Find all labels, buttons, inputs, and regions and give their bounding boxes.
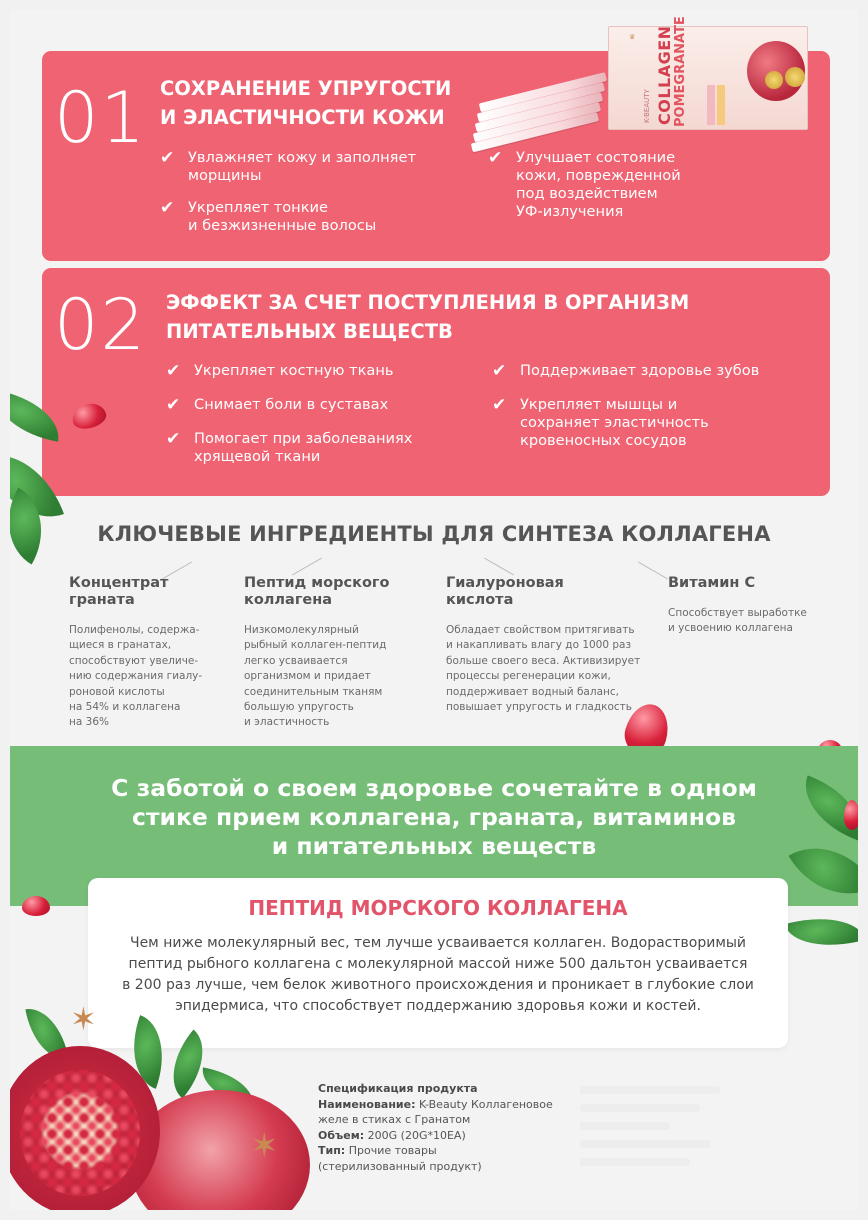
ingredient-description: Способствует выработке и усвоению коллагена [668, 607, 807, 635]
seal-icon [765, 71, 783, 89]
ingredient-description: Полифенолы, содержа- щиеся в гранатах, способствуют увеличе- нию содержания гиалу- роновой кислоты на 54% и коллагена на 36% [69, 624, 203, 729]
check-icon: ✔ [488, 148, 503, 168]
bullet-item: ✔ Улучшает состояние кожи, поврежденной под воздействием УФ-излучения [488, 148, 681, 220]
seal-icon [785, 67, 805, 87]
card-number: 02 [54, 284, 148, 366]
check-icon: ✔ [160, 198, 175, 218]
ingredients-title: КЛЮЧЕВЫЕ ИНГРЕДИЕНТЫ ДЛЯ СИНТЕЗА КОЛЛАГЕНА [97, 522, 771, 546]
bullet-item: ✔ Помогает при заболеваниях хрящевой ткани [166, 429, 413, 465]
bullet-item: ✔ Снимает боли в суставах [166, 395, 389, 415]
collagen-sticks-image [472, 62, 612, 132]
check-icon: ✔ [492, 361, 507, 381]
check-icon: ✔ [492, 395, 507, 415]
pomegranate-seed [844, 800, 858, 830]
ingredient-marine-collagen [244, 575, 389, 731]
spec-label: Наименование: [318, 1097, 416, 1111]
product-line-2: COLLAGEN [655, 25, 674, 125]
faded-text-block [580, 1076, 740, 1186]
peptide-info-card [88, 878, 788, 1048]
ingredient-name: Витамин С [668, 575, 756, 591]
spec-label: Тип: [318, 1144, 346, 1158]
leaf-decoration [785, 905, 858, 959]
pomegranate-crown-icon: ✶ [70, 1000, 97, 1038]
ingredient-description: Обладает свойством притягивать и накапливать влагу до 1000 раз больше своего веса. Активизирует процессы регенерации кожи, поддерживает водный баланс, повышает упругость и гладкость [446, 624, 641, 714]
card-title: СОХРАНЕНИЕ УПРУГОСТИ И ЭЛАСТИЧНОСТИ КОЖИ [160, 77, 452, 129]
connector-line [292, 558, 322, 576]
product-crown-logo: ♛ [629, 33, 637, 41]
check-icon: ✔ [166, 395, 181, 415]
bullet-item: ✔ Увлажняет кожу и заполняет морщины [160, 148, 416, 184]
spec-label: Объем: [318, 1128, 365, 1142]
product-line-1: K-BEAUTY [643, 89, 651, 123]
pomegranate-seeds-texture [20, 1070, 140, 1196]
card-number: 01 [54, 77, 148, 159]
bullet-list-right [492, 362, 759, 466]
connector-line [638, 562, 668, 580]
connector-line [484, 558, 514, 576]
bullet-item: ✔ Укрепляет мышцы и сохраняет эластичность кровеносных сосудов [492, 395, 709, 449]
check-icon: ✔ [160, 148, 175, 168]
card-title: ЭФФЕКТ ЗА СЧЕТ ПОСТУПЛЕНИЯ В ОРГАНИЗМ ПИТАТЕЛЬНЫХ ВЕЩЕСТВ [166, 291, 690, 343]
product-line-3: POMEGRANATE [673, 16, 688, 127]
benefit-card-2 [42, 268, 830, 496]
spec-value: (стерилизованный продукт) [318, 1159, 482, 1173]
product-box-image [608, 16, 808, 130]
pomegranate-crown-icon: ✶ [250, 1126, 279, 1166]
check-icon: ✔ [166, 429, 181, 449]
pomegranate-seed [22, 896, 50, 916]
bullet-list-left [160, 149, 416, 249]
spec-value: Прочие товары [345, 1144, 437, 1158]
spec-value: желе в стиках с Гранатом [318, 1113, 471, 1127]
product-specification [318, 1081, 553, 1175]
ingredient-name: Концентрат граната [69, 575, 169, 608]
banner-text: С заботой о своем здоровье сочетайте в одном стике прием коллагена, граната, витаминов и питательных веществ [111, 774, 757, 860]
ingredient-vitamin-c [668, 575, 807, 637]
bullet-list-right [488, 149, 681, 235]
ingredient-description: Низкомолекулярный рыбный коллаген-пептид легко усваивается организмом и придает соединительным тканям большую упругость и эластичность [244, 624, 387, 729]
check-icon: ✔ [166, 361, 181, 381]
peptide-body: Чем ниже молекулярный вес, тем лучше усваивается коллаген. Водорастворимый пептид рыбного коллагена с молекулярной массой ниже 500 дальтон усваивается в 200 раз лучше, чем белок животного происхождения и проникает в глубокие слои эпидермиса, что способствует поддержанию здоровья кожи и костей. [122, 935, 754, 1014]
spec-heading: Спецификация продукта [318, 1082, 478, 1095]
ingredient-name: Пептид морского коллагена [244, 575, 390, 608]
ingredient-hyaluronic-acid [446, 575, 640, 715]
bullet-item: ✔ Укрепляет костную ткань [166, 361, 394, 381]
spec-value: 200G (20G*10EA) [364, 1128, 466, 1142]
page [10, 10, 858, 1210]
ingredient-pomegranate [69, 575, 202, 731]
bullet-item: ✔ Поддерживает здоровье зубов [492, 361, 760, 381]
peptide-title: ПЕПТИД МОРСКОГО КОЛЛАГЕНА [248, 896, 628, 920]
ingredient-name: Гиалуроновая кислота [446, 575, 564, 608]
spec-value: K-Beauty Коллагеновое [415, 1097, 553, 1111]
bullet-item: ✔ Укрепляет тонкие и безжизненные волосы [160, 198, 377, 234]
bullet-list-left [166, 362, 412, 482]
